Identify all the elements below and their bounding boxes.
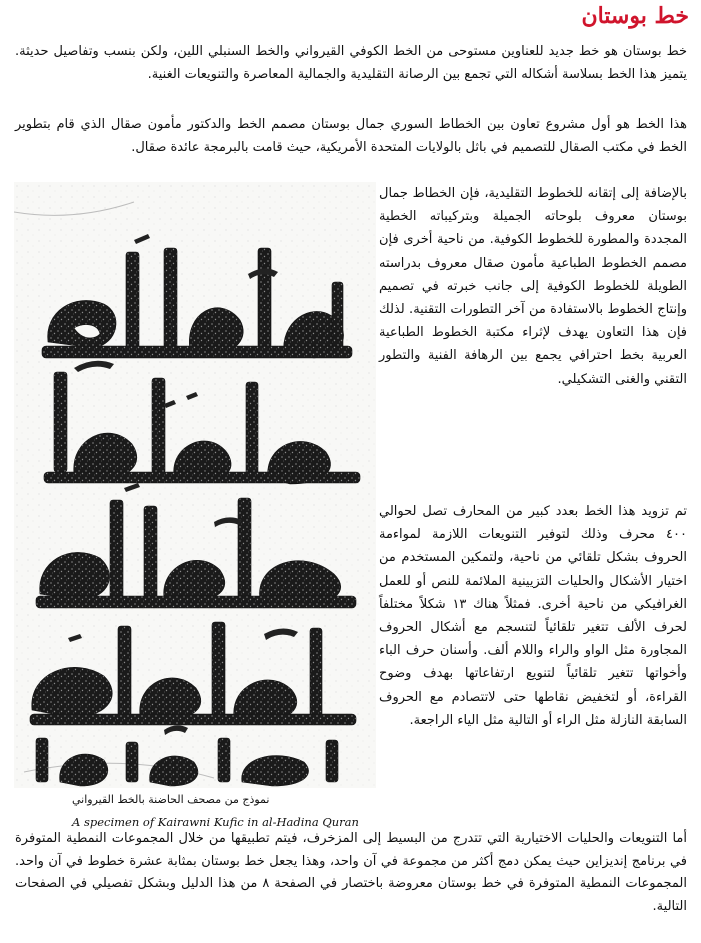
kufic-manuscript-icon bbox=[14, 182, 376, 788]
designers-paragraph: بالإضافة إلى إتقانه للخطوط التقليدية، فإن الخطاط جمال بوستان معروف بلوحاته الجميلة وبتركيباته الخطية المجددة والمطورة للخطوط الكوفية. من ناحية أخرى فإن مصمم الخطوط الطباعية مأمون صقال معروف بدراسته الطويلة للخطوط الكوفية إلى جانب خبرته في تصميم وإنتاج الخطوط بالاستفادة من آخر التطورات التقنية. لذلك فإن هذا التعاون يهدف لإثراء مكتبة الخطوط الطباعية العربية بخط احترافي يجمع بين الرهافة الفنية والتطور التقني والغنى التشكيلي. bbox=[379, 186, 687, 387]
caption-english: A specimen of Kairawni Kufic in al-Hadina Quran bbox=[72, 815, 359, 829]
kufic-specimen-image bbox=[14, 182, 376, 788]
caption-arabic: نموذج من مصحف الحاضنة بالخط القيرواني bbox=[72, 793, 270, 806]
stylistic-sets-paragraph: أما التنويعات والحليات الاختيارية التي تتدرج من البسيط إلى المزخرف، فيتم تطبيقها من خلال المجموعات النمطية المتوفرة في برنامج إنديزاين حيث يمكن دمج أكثر من مجموعة في آن واحد، وهذا يجعل خط بوستان بمثابة عشرة خطوط في آن واحد. المجموعات النمطية المتوفرة في خط بوستان معروضة باختصار في الصفحة ٨ من هذا الدليل وبشكل تفصيلي في الصفحات التالية. bbox=[15, 831, 687, 914]
collaboration-paragraph: هذا الخط هو أول مشروع تعاون بين الخطاط السوري جمال بوستان مصمم الخط والدكتور مأمون صقال الذي قام بتطوير الخط في مكتب الصقال للتصميم في باثل بالولايات المتحدة الأمريكية، حيث قامت بالبرمجة عائدة صقال. bbox=[15, 117, 687, 156]
intro-paragraph: خط بوستان هو خط جديد للعناوين مستوحى من الخط الكوفي القيرواني والخط السنبلي اللين، ولكن بنسب وتفاصيل حديثة. يتميز هذا الخط بسلاسة أشكاله التي تجمع بين الرصانة التقليدية والجمالية المعاصرة والتنويعات الغنية. bbox=[15, 44, 687, 83]
glyphs-paragraph: تم تزويد هذا الخط بعدد كبير من المحارف تصل لحوالي ٤٠٠ محرف وذلك لتوفير التنويعات اللازمة لمواءمة الحروف بشكل تلقائي من ناحية، ولتمكين المستخدم من اختيار الأشكال والحليات التزيينية الملائمة للنص أو للعمل الغرافيكي من ناحية أخرى. فمثلاً هناك ١٣ شكلاً مختلفاً لحرف الألف تتغير تلقائياً لتنسجم مع أشكال الحروف المجاورة مثل الواو والراء واللام ألف. وأسنان حرف الباء وأخواتها تتغير تلقائياً لتنويع ارتفاعاتها بهدف وضوح القراءة، أو لتخفيض نقاطها حتى لاتتصادم مع الحروف السابقة النازلة مثل الراء أو التالية مثل الياء الراجعة. bbox=[379, 504, 687, 728]
page-title: خط بوستان bbox=[581, 3, 689, 29]
